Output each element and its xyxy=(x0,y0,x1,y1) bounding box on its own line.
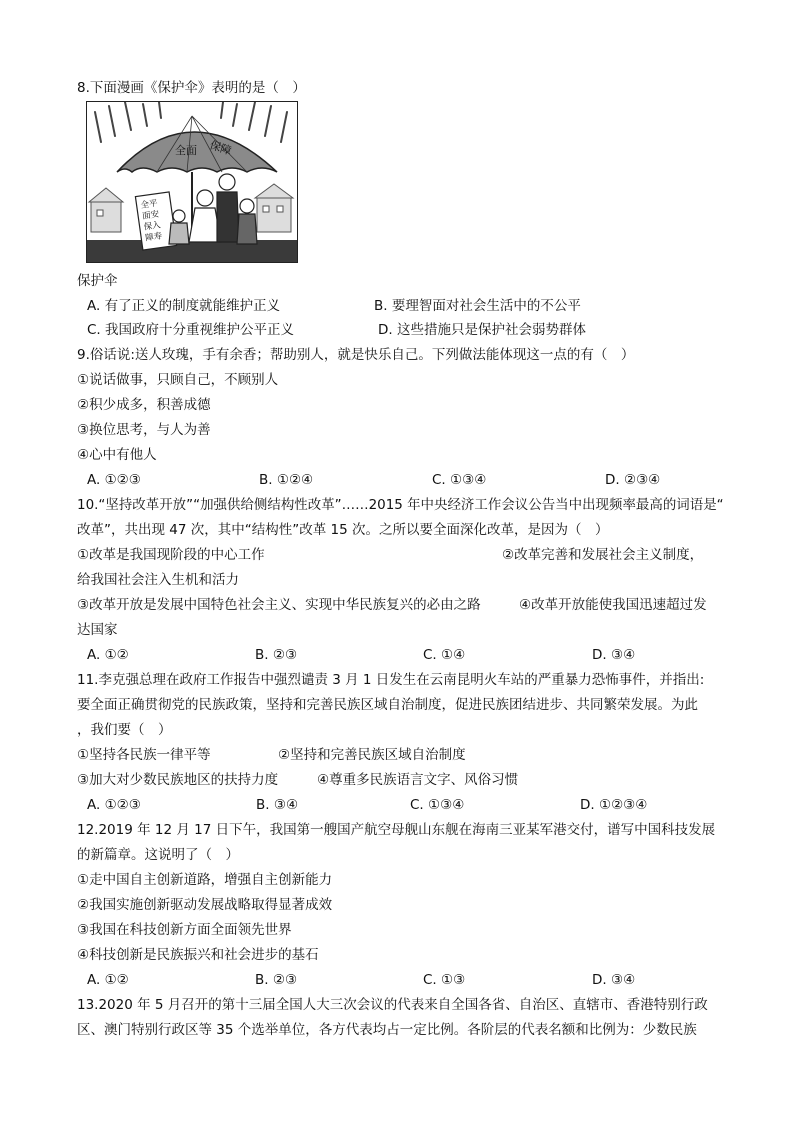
q11-option-a[interactable]: A. ①②③ xyxy=(87,797,141,813)
q10-option-d[interactable]: D. ③④ xyxy=(592,647,636,663)
ground xyxy=(87,240,297,262)
q9-stem: 9.俗话说:送人玫瑰，手有余香；帮助别人，就是快乐自己。下列做法能体现这一点的有（ ） xyxy=(77,347,635,363)
q8-option-a[interactable]: A. 有了正义的制度就能维护正义 xyxy=(87,298,281,314)
q10-statement-3: ③改革开放是发展中国特色社会主义、实现中华民族复兴的必由之路 xyxy=(77,597,481,613)
umbrella-text-1: 全面 xyxy=(175,144,197,157)
sign-text-4: 障寿 xyxy=(144,231,163,244)
q11-stem-line-2: 要全面正确贯彻党的民族政策，坚持和完善民族区域自治制度，促进民族团结进步、共同繁荣发展。为此 xyxy=(77,697,698,713)
q10-option-c[interactable]: C. ①④ xyxy=(423,647,466,663)
q11-stem-line-1: 11.李克强总理在政府工作报告中强烈谴责 3 月 1 日发生在云南昆明火车站的严重暴力恐怖事件，并指出: xyxy=(77,672,705,688)
q12-option-c[interactable]: C. ①③ xyxy=(423,972,466,988)
q9-statement-3: ③换位思考，与人为善 xyxy=(77,422,211,438)
q12-statement-3: ③我国在科技创新方面全面领先世界 xyxy=(77,922,292,938)
q11-stem-line-3: ，我们要（ ） xyxy=(77,722,172,738)
q12-statement-2: ②我国实施创新驱动发展战略取得显著成效 xyxy=(77,897,333,913)
sign-text-2: 面安 xyxy=(141,209,160,222)
q11-statement-2: ②坚持和完善民族区域自治制度 xyxy=(278,747,466,763)
umbrella-canopy xyxy=(117,132,277,172)
q13-stem-line-1: 13.2020 年 5 月召开的第十三届全国人大三次会议的代表来自全国各省、自治区、直辖市、香港特别行政 xyxy=(77,997,708,1013)
q12-statement-1: ①走中国自主创新道路，增强自主创新能力 xyxy=(77,872,333,888)
q9-option-c[interactable]: C. ①③④ xyxy=(432,472,487,488)
q10-option-a[interactable]: A. ①② xyxy=(87,647,129,663)
q11-statement-3: ③加大对少数民族地区的扶持力度 xyxy=(77,772,279,788)
cartoon-protective-umbrella xyxy=(86,101,298,263)
q9-option-d[interactable]: D. ②③④ xyxy=(605,472,661,488)
q11-option-c[interactable]: C. ①③④ xyxy=(410,797,465,813)
q12-option-d[interactable]: D. ③④ xyxy=(592,972,636,988)
q9-statement-4: ④心中有他人 xyxy=(77,447,157,463)
q12-stem-line-2: 的新篇章。这说明了（ ） xyxy=(77,847,239,863)
q9-statement-2: ②积少成多，积善成德 xyxy=(77,397,211,413)
q10-stem-line-1: 10.“坚持改革开放”“加强供给侧结构性改革”……2015 年中央经济工作会议公告当中出现频率最高的词语是“ xyxy=(77,497,724,513)
q10-stem-line-2: 改革”，共出现 47 次，其中“结构性”改革 15 次。之所以要全面深化改革，是因为（ ） xyxy=(77,522,609,538)
q10-statement-2b: 给我国社会注入生机和活力 xyxy=(77,572,239,588)
q10-option-b[interactable]: B. ②③ xyxy=(255,647,298,663)
q13-stem-line-2: 区、澳门特别行政区等 35 个选举单位，各方代表均占一定比例。各阶层的代表名额和比例为：少数民族 xyxy=(77,1022,697,1038)
q8-option-d[interactable]: D. 这些措施只是保护社会弱势群体 xyxy=(378,322,586,338)
q12-option-b[interactable]: B. ②③ xyxy=(255,972,298,988)
cartoon-illustration xyxy=(87,102,297,262)
q9-option-b[interactable]: B. ①②④ xyxy=(259,472,314,488)
q9-statement-1: ①说话做事，只顾自己，不顾别人 xyxy=(77,372,279,388)
q8-option-b[interactable]: B. 要理智面对社会生活中的不公平 xyxy=(374,298,581,314)
q8-option-c[interactable]: C. 我国政府十分重视维护公平正义 xyxy=(87,322,295,338)
q12-option-a[interactable]: A. ①② xyxy=(87,972,129,988)
family-figures xyxy=(169,174,257,244)
q8-stem: 8.下面漫画《保护伞》表明的是（ ） xyxy=(77,80,306,96)
q11-statement-1: ①坚持各民族一律平等 xyxy=(77,747,211,763)
q10-statement-4b: 达国家 xyxy=(77,622,118,638)
sign-text-3: 保入 xyxy=(143,220,162,233)
q10-statement-1: ①改革是我国现阶段的中心工作 xyxy=(77,547,265,563)
q11-option-b[interactable]: B. ③④ xyxy=(256,797,299,813)
q12-stem-line-1: 12.2019 年 12 月 17 日下午，我国第一艘国产航空母舰山东舰在海南三亚某军港交付，谱写中国科技发展 xyxy=(77,822,716,838)
q12-statement-4: ④科技创新是民族振兴和社会进步的基石 xyxy=(77,947,319,963)
q11-statement-4: ④尊重多民族语言文字、风俗习惯 xyxy=(317,772,519,788)
q10-statement-2a: ②改革完善和发展社会主义制度， xyxy=(502,547,704,563)
umbrella-text-2: 保障 xyxy=(208,138,234,158)
q8-caption: 保护伞 xyxy=(77,273,118,289)
q9-option-a[interactable]: A. ①②③ xyxy=(87,472,141,488)
sign-text-1: 全平 xyxy=(140,198,159,211)
q11-option-d[interactable]: D. ①②③④ xyxy=(580,797,648,813)
q10-statement-4a: ④改革开放能使我国迅速超过发 xyxy=(519,597,707,613)
